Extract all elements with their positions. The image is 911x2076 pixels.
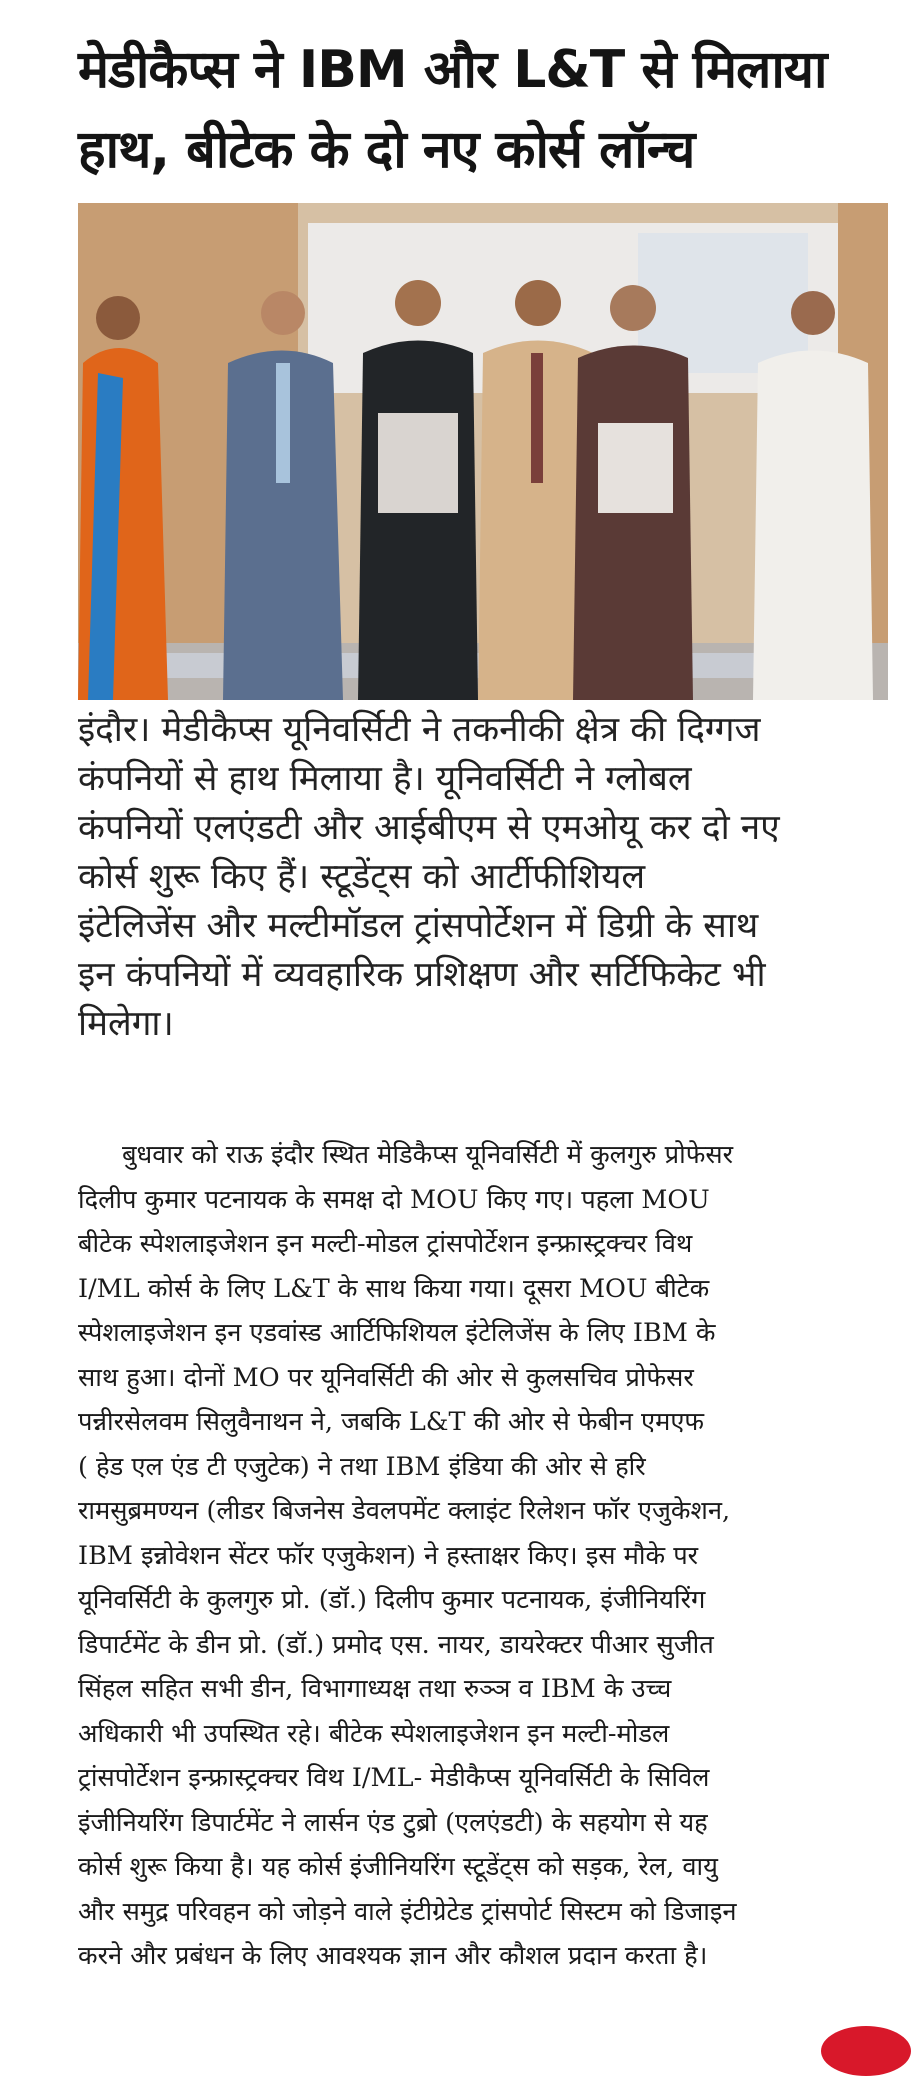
body-line: साथ हुआ। दोनों MO पर यूनिवर्सिटी की ओर से कुलसचिव प्रोफेसर xyxy=(78,1362,694,1393)
body-line: डिपार्टमेंट के डीन प्रो. (डॉ.) प्रमोद एस. नायर, डायरेक्टर पीआर सुजीत xyxy=(78,1629,714,1660)
headline-line: मेडीकैप्स ने IBM और L&T से मिलाया xyxy=(78,40,827,100)
clipped-previous-headline xyxy=(70,0,590,10)
lede-line: कंपनियों से हाथ मिलाया है। यूनिवर्सिटी ने ग्लोबल xyxy=(78,759,692,799)
lede-line: कंपनियों एलएंडटी और आईबीएम से एमओयू कर दो नए xyxy=(78,808,780,848)
body-line: यूनिवर्सिटी के कुलगुरु प्रो. (डॉ.) दिलीप कुमार पटनायक, इंजीनियरिंग xyxy=(78,1585,706,1615)
article-body xyxy=(78,1133,888,1979)
body-line: बीटेक स्पेशलाइजेशन इन मल्टी-मोडल ट्रांसपोर्टेशन इन्फ्रास्ट्रक्चर विथ xyxy=(78,1229,693,1259)
lede-line: इन कंपनियों में व्यवहारिक प्रशिक्षण और सर्टिफिकेट भी xyxy=(78,955,766,995)
lede-line: मिलेगा। xyxy=(78,1004,174,1044)
body-line: रामसुब्रमण्यन (लीडर बिजनेस डेवलपमेंट क्लाइंट रिलेशन फॉर एजुकेशन, xyxy=(78,1496,731,1526)
headline-line: हाथ, बीटेक के दो नए कोर्स लॉन्च xyxy=(78,120,695,180)
body-line: बुधवार को राऊ इंदौर स्थित मेडिकैप्स यूनिवर्सिटी में कुलगुरु प्रोफेसर xyxy=(122,1140,734,1170)
body-line: ट्रांसपोर्टेशन इन्फ्रास्ट्रक्चर विथ I/ML- मेडीकैप्स यूनिवर्सिटी के सिविल xyxy=(78,1763,710,1793)
body-line: सिंहल सहित सभी डीन, विभागाध्यक्ष तथा रुञ्ञ व IBM के उच्च xyxy=(78,1674,672,1704)
article-lede xyxy=(78,706,898,1049)
body-line: स्पेशलाइजेशन इन एडवांस्ड आर्टिफिशियल इंटेलिजेंस के लिए IBM के xyxy=(78,1318,716,1348)
news-photo xyxy=(78,203,888,700)
article-headline xyxy=(78,30,888,190)
body-line: कोर्स शुरू किया है। यह कोर्स इंजीनियरिंग स्टूडेंट्स को सड़क, रेल, वायु xyxy=(78,1852,718,1882)
body-line: ( हेड एल एंड टी एजुटेक) ने तथा IBM इंडिया की ओर से हरि xyxy=(78,1451,646,1482)
lede-line: इंटेलिजेंस और मल्टीमॉडल ट्रांसपोर्टेशन में डिग्री के साथ xyxy=(78,906,759,946)
body-line: करने और प्रबंधन के लिए आवश्यक ज्ञान और कौशल प्रदान करता है। xyxy=(78,1941,708,1971)
corner-mark xyxy=(821,2026,911,2076)
body-line: पन्नीरसेलवम सिलुवैनाथन ने, जबकि L&T की ओर से फेबीन एमएफ xyxy=(78,1407,705,1437)
body-line: और समुद्र परिवहन को जोड़ने वाले इंटीग्रेटेड ट्रांसपोर्ट सिस्टम को डिजाइन xyxy=(78,1896,737,1927)
photo-illustration xyxy=(78,203,888,700)
lede-line: कोर्स शुरू किए हैं। स्टूडेंट्स को आर्टीफीशियल xyxy=(78,857,646,897)
lede-line: इंदौर। मेडीकैप्स यूनिवर्सिटी ने तकनीकी क्षेत्र की दिग्गज xyxy=(78,710,761,750)
body-line: दिलीप कुमार पटनायक के समक्ष दो MOU किए गए। पहला MOU xyxy=(78,1184,710,1215)
body-line: I/ML कोर्स के लिए L&T के साथ किया गया। दूसरा MOU बीटेक xyxy=(78,1273,710,1304)
body-line: इंजीनियरिंग डिपार्टमेंट ने लार्सन एंड टुब्रो (एलएंडटी) के सहयोग से यह xyxy=(78,1807,708,1838)
body-line: अधिकारी भी उपस्थित रहे। बीटेक स्पेशलाइजेशन इन मल्टी-मोडल xyxy=(78,1718,670,1749)
body-line: IBM इन्नोवेशन सेंटर फॉर एजुकेशन) ने हस्ताक्षर किए। इस मौके पर xyxy=(78,1540,699,1571)
